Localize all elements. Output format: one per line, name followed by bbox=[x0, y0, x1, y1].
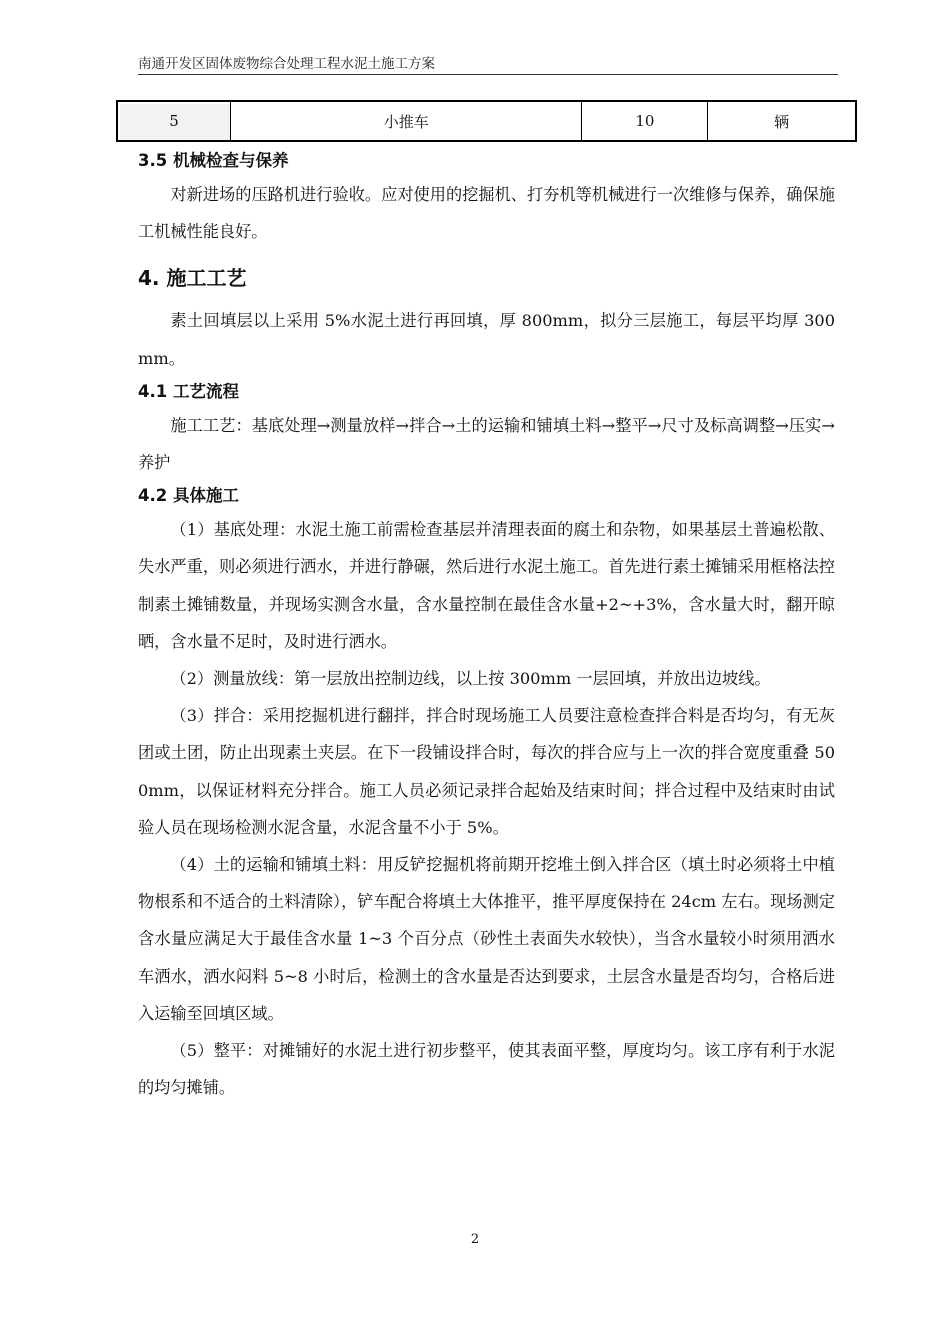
section-heading-4-1: 4.1 工艺流程 bbox=[138, 381, 239, 401]
document-body bbox=[138, 146, 835, 1106]
paragraph-step-5: （5）整平：对摊铺好的水泥土进行初步整平，使其表面平整，厚度均匀。该工序有利于水泥的均匀摊铺。 bbox=[138, 1041, 835, 1098]
cell-qty: 10 bbox=[582, 101, 708, 141]
paragraph-process-flow: 施工工艺：基底处理→测量放样→拌合→土的运输和铺填土料→整平→尺寸及标高调整→压实→养护 bbox=[138, 415, 835, 473]
running-header: 南通开发区固体废物综合处理工程水泥土施工方案 bbox=[138, 56, 838, 75]
section-heading-4: 4. 施工工艺 bbox=[138, 266, 247, 291]
section-heading-3-5: 3.5 机械检查与保养 bbox=[138, 151, 289, 170]
table-row bbox=[117, 101, 856, 141]
section-heading-4-2: 4.2 具体施工 bbox=[138, 486, 239, 506]
paragraph-step-1: （1）基底处理：水泥土施工前需检查基层并清理表面的腐土和杂物，如果基层土普遍松散、失水严重，则必须进行洒水，并进行静碾，然后进行水泥土施工。首先进行素土摊铺采用框格法控制素土摊铺数量，并现场实测含水量，含水量控制在最佳含水量+2~+3%，含水量大时，翻开晾晒，含水量不足时，及时进行洒水。 bbox=[138, 520, 835, 651]
equipment-table bbox=[116, 100, 857, 142]
cell-unit: 辆 bbox=[708, 101, 856, 141]
paragraph-step-2: （2）测量放线：第一层放出控制边线，以上按 300mm 一层回填，并放出边坡线。 bbox=[170, 669, 771, 689]
paragraph-machine-maintenance: 对新进场的压路机进行验收。应对使用的挖掘机、打夯机等机械进行一次维修与保养，确保施工机械性能良好。 bbox=[138, 185, 835, 242]
page-number: 2 bbox=[470, 1232, 480, 1247]
cell-no: 5 bbox=[117, 101, 230, 141]
paragraph-step-4: （4）土的运输和铺填土料：用反铲挖掘机将前期开挖堆土倒入拌合区（填土时必须将土中植物根系和不适合的土料清除），铲车配合将填土大体推平，推平厚度保持在 24cm 左右。现场测定含水量应满足大于最佳含水量 1~3 个百分点（砂性土表面失水较快），当含水量较小时须用洒水车洒水，洒水闷料 5~8 小时后，检测土的含水量是否达到要求，土层含水量是否均匀，合格后进入运输至回填区域。 bbox=[138, 855, 835, 1023]
paragraph-step-3: （3）拌合：采用挖掘机进行翻拌，拌合时现场施工人员要注意检查拌合料是否均匀，有无灰团或土团，防止出现素土夹层。在下一段铺设拌合时，每次的拌合应与上一次的拌合宽度重叠 500mm，以保证材料充分拌合。施工人员必须记录拌合起始及结束时间；拌合过程中及结束时由试验人员在现场检测水泥含量，水泥含量不小于 5%。 bbox=[138, 706, 835, 837]
cell-name: 小推车 bbox=[230, 101, 582, 141]
paragraph-backfill-overview: 素土回填层以上采用 5%水泥土进行再回填，厚 800mm，拟分三层施工，每层平均厚 300mm。 bbox=[138, 311, 835, 368]
